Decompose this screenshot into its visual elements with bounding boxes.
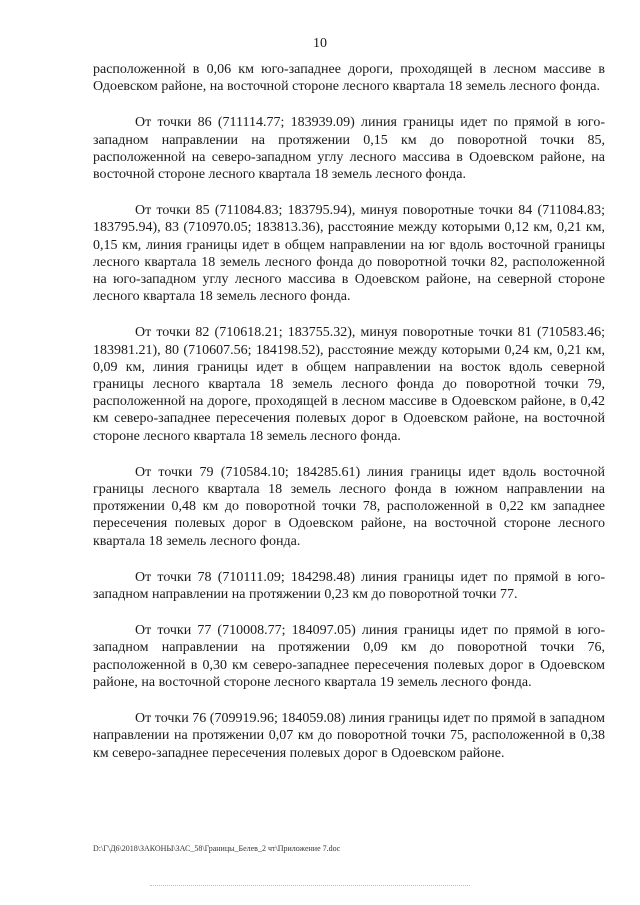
paragraph-point-79: От точки 79 (710584.10; 184285.61) линия границы идет вдоль восточной границы лесного квартала 18 земель лесного фонда в южном направлении на протяжении 0,48 км до поворотной точки 78, расположенной в 0,22 км западнее пересечения полевых дорог в Одоевском районе, на восточной стороне лесного квартала 18 земель лесного фонда. xyxy=(93,464,605,549)
paragraph-point-86: От точки 86 (711114.77; 183939.09) линия границы идет по прямой в юго-западном направлении на протяжении 0,15 км до поворотной точки 85, расположенной на северо-западном углу лесного массива в Одоевском районе, на восточной стороне лесного квартала 18 земель лесного фонда. xyxy=(93,115,605,183)
document-body xyxy=(93,61,605,781)
paragraph-point-85: От точки 85 (711084.83; 183795.94), минуя поворотные точки 84 (711084.83; 183795.94), 83 (710970.05; 183813.36), расстояние между которыми 0,12 км, 0,21 км, 0,15 км, линия границы идет в общем направлении на юг вдоль восточной границы лесного квартала 18 земель лесного фонда до поворотной точки 82, расположенной на юго-западном углу лесного массива в Одоевском районе, на северной стороне лесного квартала 18 земель лесного фонда. xyxy=(93,203,605,305)
page-number: 10 xyxy=(313,36,327,51)
footer-file-path: D:\Г\Д6\2018\ЗАКОНЫ\ЗАС_58\Границы_Белев_2 чт\Приложение 7.doc xyxy=(93,844,341,853)
paragraph-point-82: От точки 82 (710618.21; 183755.32), минуя поворотные точки 81 (710583.46; 183981.21), 80 (710607.56; 184198.52), расстояние между которыми 0,24 км, 0,21 км, 0,09 км, линия границы идет в общем направлении на восток вдоль северной границы лесного квартала 18 земель лесного фонда до поворотной точки 79, расположенной на дороге, проходящей в лесном массиве в Одоевском районе, в 0,42 км северо-западнее пересечения полевых дорог в Одоевском районе, на восточной стороне лесного квартала 18 земель лесного фонда. xyxy=(93,325,605,444)
paragraph-point-76: От точки 76 (709919.96; 184059.08) линия границы идет по прямой в западном направлении на протяжении 0,07 км до поворотной точки 75, расположенной в 0,38 км северо-западнее пересечения полевых дорог в Одоевском районе. xyxy=(93,711,605,761)
scan-artifact-line xyxy=(150,885,470,886)
paragraph-continuation: расположенной в 0,06 км юго-западнее дороги, проходящей в лесном массиве в Одоевском районе, на восточной стороне лесного квартала 18 земель лесного фонда. xyxy=(93,62,605,95)
paragraph-point-77: От точки 77 (710008.77; 184097.05) линия границы идет по прямой в юго-западном направлении на протяжении 0,09 км до поворотной точки 76, расположенной в 0,30 км северо-западнее пересечения полевых дорог в Одоевском районе, на восточной стороне лесного квартала 19 земель лесного фонда. xyxy=(93,623,605,690)
paragraph-point-78: От точки 78 (710111.09; 184298.48) линия границы идет по прямой в юго-западном направлении на протяжении 0,23 км до поворотной точки 77. xyxy=(93,569,605,603)
